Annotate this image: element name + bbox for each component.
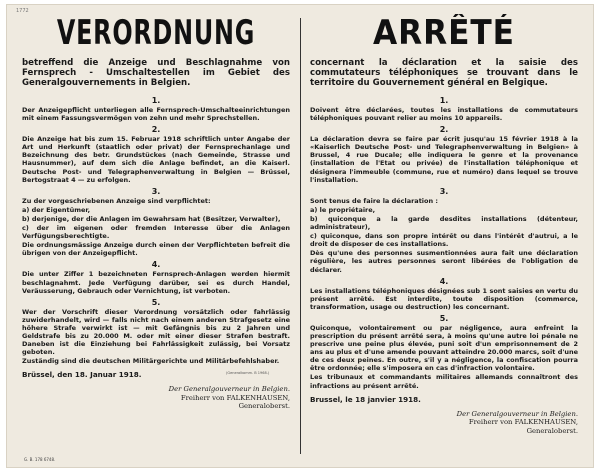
section-number: 2. bbox=[151, 125, 161, 135]
french-subtitle: concernant la déclaration et la saisie des commutateurs téléphoniques se trouvant dans le territoire du Gouvernement général en Belgique. bbox=[310, 58, 578, 88]
section-paragraph: Dès qu'une des personnes susmentionnées aura fait une déclaration régulière, les autres personnes seront libérées de l'obligation de déclarer. bbox=[310, 249, 578, 274]
section-paragraph: Les installations téléphoniques désignées sub 1 sont saisies en vertu du présent arrêté. Est interdite, toute disposition (commerce, transformation, usage ou destruction) les concernant. bbox=[310, 286, 578, 311]
section-paragraph: Wer der Vorschrift dieser Verordnung vorsätzlich oder fahrlässig zuwiderhandelt, wird — falls nicht nach einem anderen Strafgesetz eine höhere Strafe verwirkt ist — mit Gefängnis bis zu 2 Jahren und Geldstrafe bis zu 20.000 M. oder mit einer dieser Strafen bestraft. Daneben ist die Einziehung bei Fahrlässigkeit zulässig, bei Vorsatz geboten. bbox=[22, 307, 290, 357]
german-sig-rank: Generaloberst. bbox=[238, 402, 290, 411]
section-number: 4. bbox=[439, 276, 449, 286]
section-paragraph: La déclaration devra se faire par écrit jusqu'au 15 février 1918 à la «Kaiserlich Deutsche Post- und Telegraphenverwaltung in Belgien» à Brussel, 4 rue Ducale; elle indiquera le genre et la provenance (installation de l'Etat ou privée) de l'installation téléphonique et désignera l'immeuble (commune, rue et numéro) dans lequel se trouve l'installation. bbox=[310, 135, 578, 184]
french-date: Brussel, le 18 janvier 1918. bbox=[310, 394, 421, 404]
section-paragraph: Sont tenus de faire la déclaration : bbox=[310, 196, 438, 205]
section-number: 1. bbox=[151, 96, 161, 105]
section-paragraph: c) quiconque, dans son propre intérêt ou dans l'intérêt d'autrui, a le droit de disposer de ces installations. bbox=[310, 232, 578, 249]
section-paragraph: Zu der vorgeschriebenen Anzeige sind verpflichtet: bbox=[22, 196, 211, 205]
french-sections bbox=[310, 96, 578, 390]
printer-reference: G. B. 178 6748. bbox=[24, 457, 56, 462]
section-number: 3. bbox=[439, 186, 449, 196]
german-sig-name: Freiherr von FALKENHAUSEN, bbox=[180, 393, 290, 402]
section-paragraph: Die Anzeige hat bis zum 15. Februar 1918 schriftlich unter Angabe der Art und Herkunft (staatlich oder privat) der Fernsprechanlage und Bezeichnung des betr. Grundstückes (nach Gemeinde, Strasse und Hausnummer), auf dem sich die Anlage befindet, an die Kaiserl. Deutsche Post- und Telegraphenverwaltung in Belgien — Brüssel, Bertogstraat 4 — zu erfolgen. bbox=[22, 135, 290, 184]
german-sig-role: Der Generalgouverneur in Belgien. bbox=[168, 385, 290, 394]
section-paragraph: Les tribunaux et commandants militaires allemands connaîtront des infractions au présent arrêté. bbox=[310, 373, 578, 390]
german-signature bbox=[22, 385, 290, 411]
section-paragraph: Doivent être déclarées, toutes les installations de commutateurs téléphoniques pouvant relier au moins 10 appareils. bbox=[310, 106, 578, 123]
german-title: VERORDNUNG bbox=[56, 14, 256, 53]
section-paragraph: c) der im eigenen oder fremden Interesse über die Anlagen Verfügungsberechtigte. bbox=[22, 224, 290, 241]
section-paragraph: b) quiconque a la garde desdites installations (détenteur, administrateur), bbox=[310, 214, 578, 232]
column-divider bbox=[300, 18, 301, 454]
section-number: 3. bbox=[151, 186, 161, 196]
proclamation-poster bbox=[6, 4, 594, 468]
section-paragraph: a) der Eigentümer, bbox=[22, 205, 91, 214]
french-sig-rank: Generaloberst. bbox=[526, 426, 578, 435]
french-title: ARRÊTÉ bbox=[373, 14, 515, 53]
section-paragraph: Quiconque, volontairement ou par négligence, aura enfreint la prescription du présent arrêté sera, à moins qu'une autre loi pénale ne prescrive une peine plus élevée, puni soit d'un emprisonnement de 2 ans au plus et d'une amende pouvant atteindre 20.000 marcs, soit d'une de ces deux peines. En outre, s'il y a négligence, la confiscation pourra être ordonnée; elle s'imposera en cas d'infraction volontaire. bbox=[310, 323, 578, 373]
section-paragraph: b) derjenige, der die Anlagen im Gewahrsam hat (Besitzer, Verwalter), bbox=[22, 214, 281, 223]
section-number: 1. bbox=[439, 96, 449, 105]
french-column bbox=[310, 14, 578, 460]
section-paragraph: a) le propriétaire, bbox=[310, 205, 376, 214]
printer-reference-mid: (Generalkomm. B 1968.) bbox=[226, 371, 270, 375]
french-signature bbox=[310, 410, 578, 436]
german-column bbox=[22, 14, 290, 460]
section-number: 2. bbox=[439, 125, 449, 135]
section-paragraph: Der Anzeigepflicht unterliegen alle Fernsprech-Umschalteeinrichtungen mit einem Fassungsvermögen von zehn und mehr Sprechstellen. bbox=[22, 106, 290, 123]
german-subtitle: betreffend die Anzeige und Beschlagnahme von Fernsprech - Umschaltestellen im Gebiet des Generalgouvernements in Belgien. bbox=[22, 58, 290, 88]
section-number: 5. bbox=[151, 297, 161, 307]
section-paragraph: Die unter Ziffer 1 bezeichneten Fernsprech-Anlagen werden hiermit beschlagnahmt. Jede Verfügung darüber, sei es durch Handel, Veräusserung, Gebrauch oder Vernichtung, ist verboten. bbox=[22, 270, 290, 295]
german-sections bbox=[22, 96, 290, 365]
french-sig-name: Freiherr von FALKENHAUSEN, bbox=[468, 418, 578, 427]
french-sig-role: Der Generalgouverneur in Belgien. bbox=[456, 409, 578, 418]
german-date: Brüssel, den 18. Januar 1918. bbox=[22, 370, 142, 380]
section-paragraph: Die ordnungsmässige Anzeige durch einen der Verpflichteten befreit die übrigen von der Anzeigepflicht. bbox=[22, 241, 290, 258]
section-paragraph: Zuständig sind die deutschen Militärgerichte und Militärbefehlshaber. bbox=[22, 357, 280, 366]
section-number: 4. bbox=[151, 260, 161, 270]
archive-mark: 1772 bbox=[16, 8, 29, 14]
section-number: 5. bbox=[439, 313, 449, 323]
